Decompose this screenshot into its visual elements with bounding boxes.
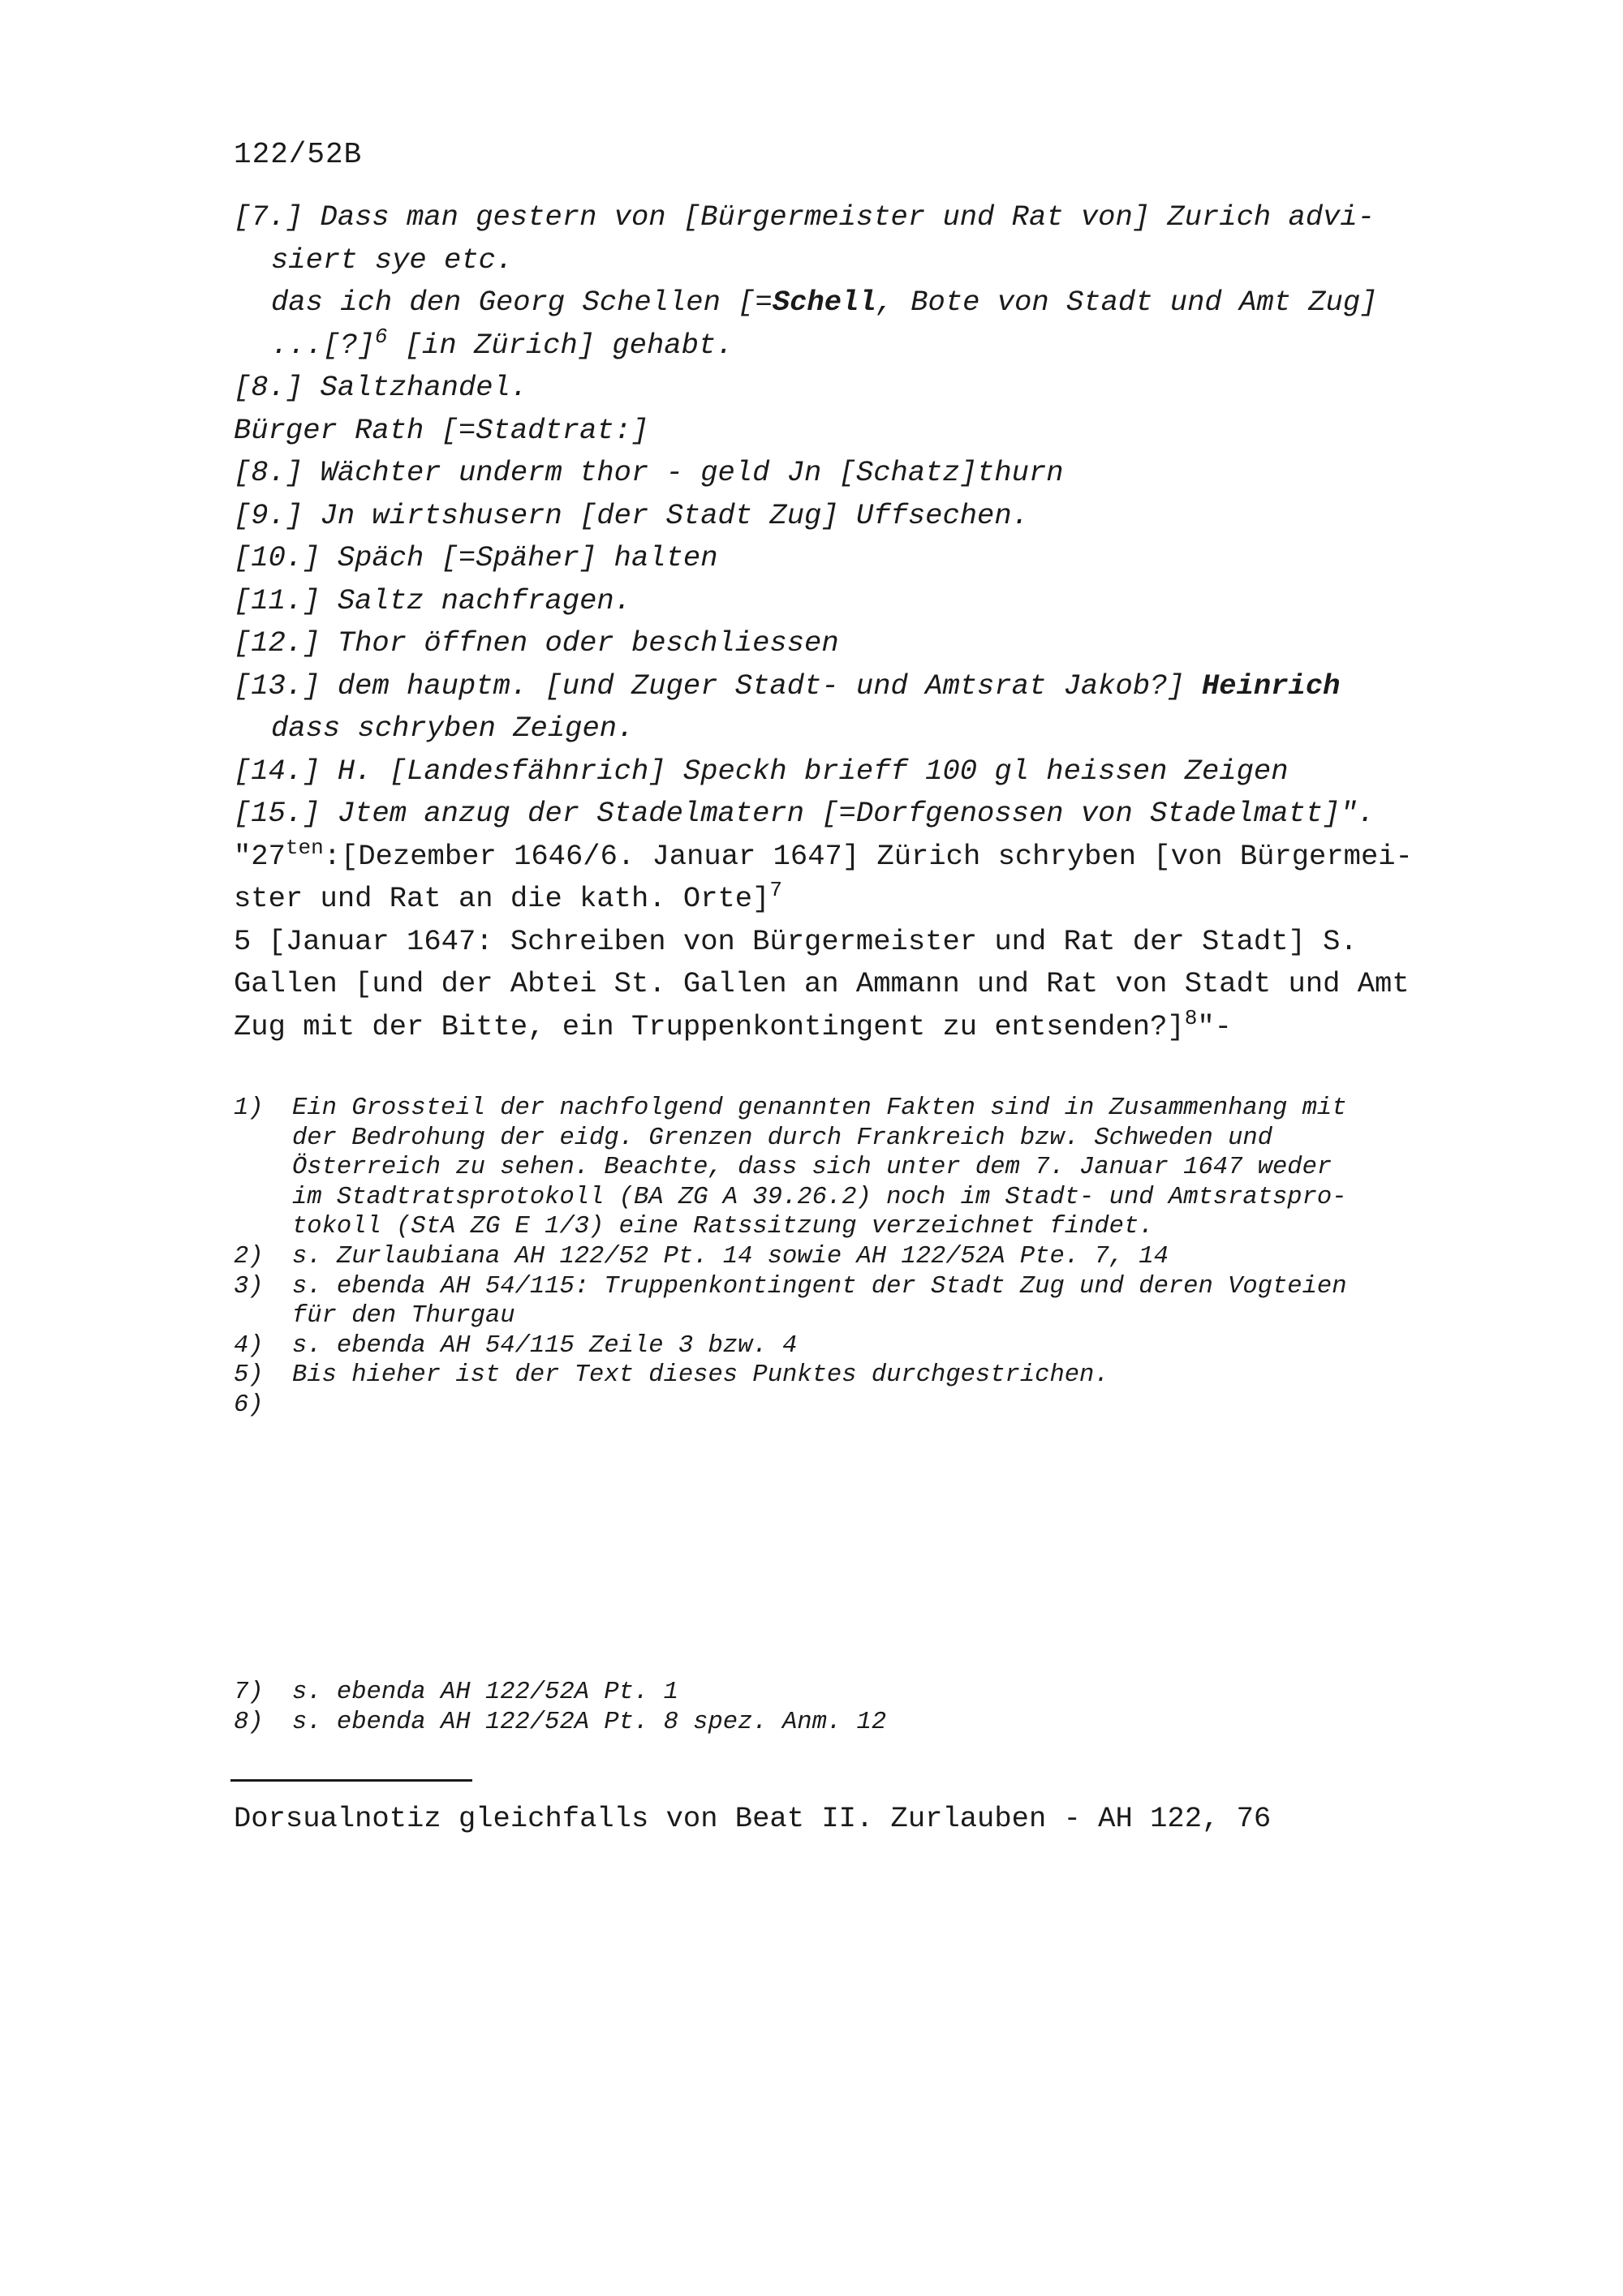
footnote-line: s. ebenda AH 54/115 Zeile 3 bzw. 4 (292, 1331, 798, 1360)
separator-rule (230, 1779, 472, 1782)
transcription-body (234, 196, 1500, 1048)
footnotes-lower (234, 1678, 1500, 1737)
text-line: [15.] Jtem anzug der Stadelmatern [=Dorfgenossen von Stadelmatt]". (234, 797, 1375, 830)
text-segment: "- (1197, 1009, 1232, 1043)
footnote-body (292, 1361, 1500, 1391)
text-line: [12.] Thor öffnen oder beschliessen (234, 626, 839, 660)
text-segment: "27 (234, 839, 286, 873)
footnote (234, 1361, 1500, 1391)
superscript: ten (285, 835, 324, 860)
footnote-number: 3) (234, 1272, 264, 1301)
page-id: 122/52B (234, 138, 363, 171)
footnote-ref: 7 (769, 878, 783, 902)
footnote-body (292, 1708, 1500, 1738)
text-segment: :[Dezember 1646/6. Januar 1647] Zürich schryben [von Bürgermei- (323, 839, 1413, 873)
dorsal-note: Dorsualnotiz gleichfalls von Beat II. Zurlauben - AH 122, 76 (234, 1802, 1272, 1835)
text-line (234, 325, 1500, 368)
footnote-line: s. Zurlaubiana AH 122/52 Pt. 14 sowie AH 122/52A Pte. 7, 14 (292, 1242, 1169, 1271)
footnote-number: 6) (234, 1391, 264, 1419)
footnote-number: 4) (234, 1331, 264, 1360)
footnote-line: tokoll (StA ZG E 1/3) eine Ratssitzung verzeichnet findet. (292, 1213, 1154, 1241)
footnote (234, 1094, 1500, 1242)
footnote-body (292, 1391, 1500, 1421)
text-line (234, 878, 1500, 921)
footnote-line: für den Thurgau (292, 1302, 515, 1331)
text-line (234, 1006, 1500, 1049)
footnote-number: 1) (234, 1094, 264, 1122)
footnote-body (292, 1272, 1500, 1331)
footnote (234, 1331, 1500, 1361)
footnote-ref: 8 (1184, 1005, 1198, 1030)
text-segment: [13.] dem hauptm. [und Zuger Stadt- und Amtsrat Jakob?] (234, 669, 1202, 703)
text-line (234, 665, 1500, 708)
footnote-line: Bis hieher ist der Text dieses Punktes durchgestrichen. (292, 1361, 1109, 1390)
text-line: [10.] Späch [=Späher] halten (234, 541, 718, 574)
footnote-number: 7) (234, 1679, 264, 1706)
footnotes-upper (234, 1094, 1500, 1421)
bold-name-heinrich: Heinrich (1202, 669, 1341, 703)
footnote (234, 1708, 1500, 1738)
footnote-line: der Bedrohung der eidg. Grenzen durch Frankreich bzw. Schweden und (292, 1124, 1272, 1152)
text-line (234, 836, 1500, 879)
text-line: [7.] Dass man gestern von [Bürgermeister und Rat von] Zurich advi- (234, 200, 1375, 234)
text-line: dass schryben Zeigen. (271, 712, 635, 745)
footnote-ref: 6 (374, 324, 388, 349)
text-line: [8.] Saltzhandel. (234, 371, 528, 404)
text-line: 5 [Januar 1647: Schreiben von Bürgermeister und Rat der Stadt] S. (234, 924, 1358, 958)
text-line (234, 282, 1500, 325)
text-segment: Zug mit der Bitte, ein Truppenkontingent zu entsenden?] (234, 1009, 1185, 1043)
text-segment: ster und Rat an die kath. Orte] (234, 882, 770, 915)
footnote-body (292, 1678, 1500, 1708)
footnote-body (292, 1242, 1500, 1272)
text-line: [11.] Saltz nachfragen. (234, 583, 631, 617)
text-segment: ...[?] (271, 328, 375, 362)
text-line: [8.] Wächter underm thor - geld Jn [Schatz]thurn (234, 456, 1064, 489)
bold-name-schell: Schell (772, 286, 876, 319)
text-line: [14.] H. [Landesfähnrich] Speckh brieff 100 gl heissen Zeigen (234, 754, 1289, 788)
footnote-number: 5) (234, 1361, 264, 1390)
footnote-line: Ein Grossteil der nachfolgend genannten Fakten sind in Zusammenhang mit (292, 1094, 1347, 1122)
footnote-number: 8) (234, 1708, 264, 1736)
text-line: siert sye etc. (271, 243, 514, 277)
footnote (234, 1391, 1500, 1421)
text-segment: das ich den Georg Schellen [= (271, 286, 773, 319)
text-segment: , Bote von Stadt und Amt Zug] (876, 286, 1378, 319)
footnote (234, 1272, 1500, 1331)
footnote-number: 2) (234, 1242, 264, 1271)
text-line: Gallen [und der Abtei St. Gallen an Ammann und Rat von Stadt und Amt (234, 967, 1410, 1000)
footnote (234, 1678, 1500, 1708)
text-segment: [in Zürich] gehabt. (387, 328, 734, 362)
text-line: Bürger Rath [=Stadtrat:] (234, 413, 649, 447)
footnote-line: s. ebenda AH 122/52A Pt. 1 (292, 1679, 678, 1706)
footnote-line: s. ebenda AH 122/52A Pt. 8 spez. Anm. 12 (292, 1708, 887, 1736)
footnote-line: s. ebenda AH 54/115: Truppenkontingent der Stadt Zug und deren Vogteien (292, 1272, 1347, 1301)
footnote-body (292, 1094, 1500, 1242)
footnote-line: im Stadtratsprotokoll (BA ZG A 39.26.2) noch im Stadt- und Amtsratspro- (292, 1183, 1347, 1211)
footnote-body (292, 1331, 1500, 1361)
text-line: [9.] Jn wirtshusern [der Stadt Zug] Uffsechen. (234, 498, 1029, 532)
footnote-line: Österreich zu sehen. Beachte, dass sich unter dem 7. Januar 1647 weder (292, 1154, 1332, 1182)
footnote (234, 1242, 1500, 1272)
